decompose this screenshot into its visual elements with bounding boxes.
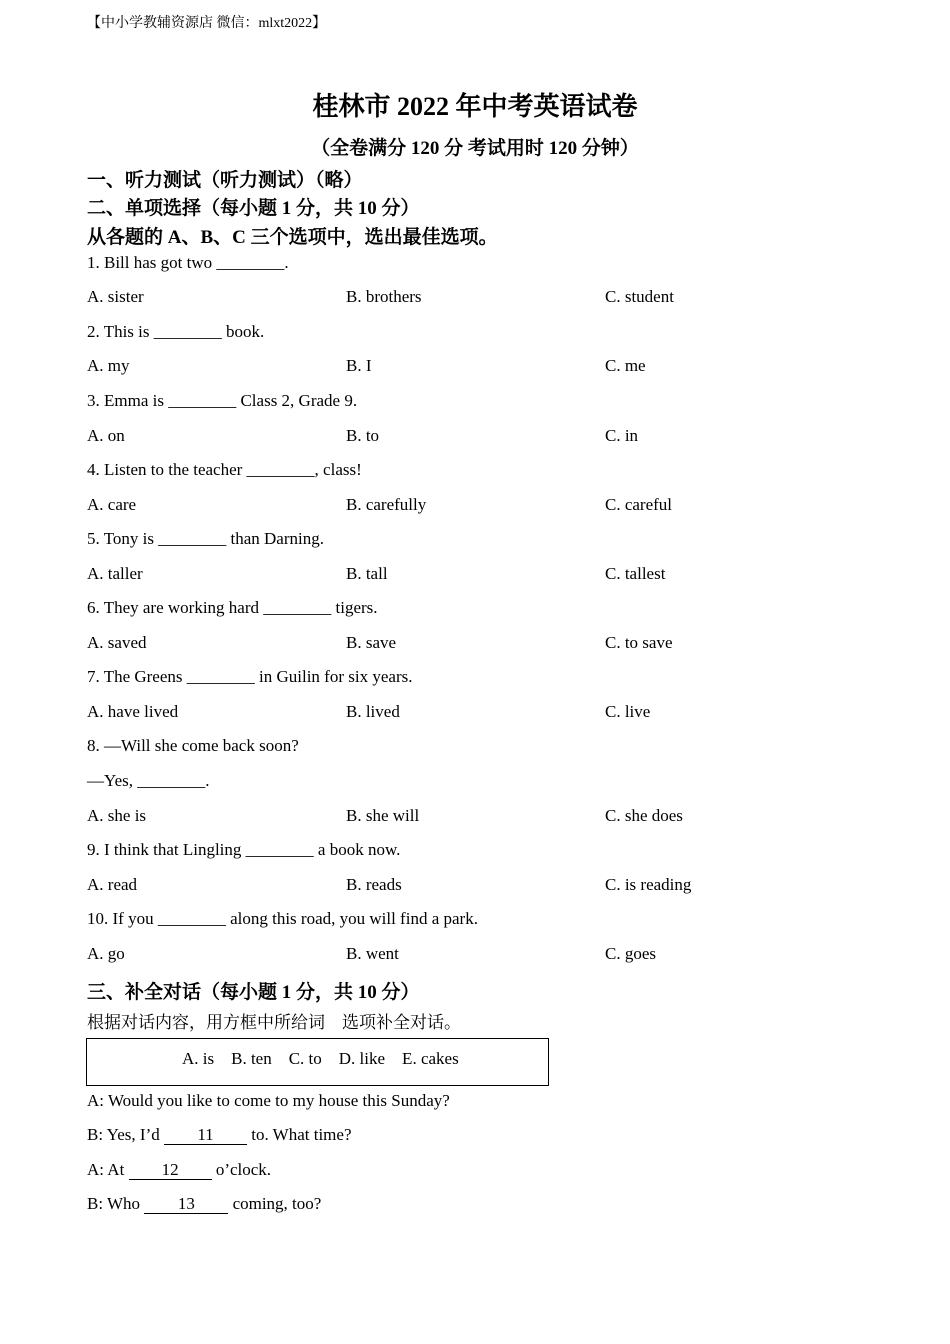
question-4-stem: 4. Listen to the teacher ________, class! xyxy=(87,460,362,479)
page-title: 桂林市 2022 年中考英语试卷 xyxy=(312,92,638,121)
question-6-option-b: B. save xyxy=(346,633,397,652)
word-box-options: A. is B. ten C. to D. like E. cakes xyxy=(182,1049,459,1068)
question-2-option-a: A. my xyxy=(87,356,130,375)
dialogue-line-2 xyxy=(87,1125,352,1145)
question-5-option-b: B. tall xyxy=(346,564,388,583)
question-2-option-b: B. I xyxy=(346,356,372,375)
question-3-option-b: B. to xyxy=(346,426,380,445)
question-9-option-c: C. is reading xyxy=(605,875,692,894)
section-3-instruction: 根据对话内容，用方框中所给词 选项补全对话。 xyxy=(87,1013,461,1032)
question-6-option-a: A. saved xyxy=(87,633,147,652)
question-5-option-c: C. tallest xyxy=(605,564,666,583)
question-9-option-b: B. reads xyxy=(346,875,402,894)
question-4-option-b: B. carefully xyxy=(346,495,427,514)
question-5-option-a: A. taller xyxy=(87,564,143,583)
question-3-stem: 3. Emma is ________ Class 2, Grade 9. xyxy=(87,391,358,410)
dialogue-line-4-post: coming, too? xyxy=(228,1194,322,1213)
question-2-option-c: C. me xyxy=(605,356,646,375)
section-2-heading: 二、单项选择（每小题 1 分，共 10 分） xyxy=(87,198,420,219)
dialogue-line-3 xyxy=(87,1160,271,1180)
question-10-option-a: A. go xyxy=(87,944,125,963)
dialogue-line-4 xyxy=(87,1194,321,1214)
question-10-stem: 10. If you ________ along this road, you will find a park. xyxy=(87,909,478,928)
dialogue-line-2-pre: B: Yes, I’d xyxy=(87,1125,164,1144)
question-1-stem: 1. Bill has got two ________. xyxy=(87,253,289,272)
blank-13[interactable]: 13 xyxy=(144,1195,228,1214)
question-9-option-a: A. read xyxy=(87,875,138,894)
question-8-option-b: B. she will xyxy=(346,806,420,825)
question-10-option-c: C. goes xyxy=(605,944,656,963)
dialogue-line-2-post: to. What time? xyxy=(247,1125,352,1144)
question-7-option-b: B. lived xyxy=(346,702,400,721)
dialogue-line-3-pre: A: At xyxy=(87,1160,129,1179)
blank-12[interactable]: 12 xyxy=(129,1161,212,1180)
page-subtitle: （全卷满分 120 分 考试用时 120 分钟） xyxy=(311,138,639,159)
question-1-option-a: A. sister xyxy=(87,287,144,306)
question-7-option-c: C. live xyxy=(605,702,651,721)
question-8-response: —Yes, ________. xyxy=(87,771,210,790)
question-8-stem: 8. —Will she come back soon? xyxy=(87,736,299,755)
question-9-stem: 9. I think that Lingling ________ a book now. xyxy=(87,840,401,859)
question-10-option-b: B. went xyxy=(346,944,399,963)
question-2-stem: 2. This is ________ book. xyxy=(87,322,265,341)
dialogue-line-1 xyxy=(87,1091,450,1111)
question-4-option-c: C. careful xyxy=(605,495,673,514)
word-box xyxy=(86,1038,549,1086)
question-4-option-a: A. care xyxy=(87,495,137,514)
question-3-option-c: C. in xyxy=(605,426,639,445)
question-7-option-a: A. have lived xyxy=(87,702,179,721)
question-1-option-b: B. brothers xyxy=(346,287,422,306)
dialogue-line-4-pre: B: Who xyxy=(87,1194,145,1213)
question-6-option-c: C. to save xyxy=(605,633,673,652)
question-5-stem: 5. Tony is ________ than Darning. xyxy=(87,529,324,548)
question-3-option-a: A. on xyxy=(87,426,125,445)
question-1-option-c: C. student xyxy=(605,287,674,306)
section-1-heading: 一、听力测试（听力测试）（略） xyxy=(87,170,363,191)
question-8-option-a: A. she is xyxy=(87,806,147,825)
section-3-heading: 三、补全对话（每小题 1 分，共 10 分） xyxy=(87,982,420,1003)
dialogue-line-3-post: o’clock. xyxy=(211,1160,272,1179)
header-note: 【中小学教辅资源店 微信：mlxt2022】 xyxy=(87,16,327,31)
section-2-instruction: 从各题的 A、B、C 三个选项中，选出最佳选项。 xyxy=(87,227,498,248)
blank-11[interactable]: 11 xyxy=(164,1126,247,1145)
dialogue-line-1-text: A: Would you like to come to my house this Sunday? xyxy=(87,1091,450,1110)
question-8-option-c: C. she does xyxy=(605,806,683,825)
question-7-stem: 7. The Greens ________ in Guilin for six years. xyxy=(87,667,413,686)
question-6-stem: 6. They are working hard ________ tigers. xyxy=(87,598,378,617)
